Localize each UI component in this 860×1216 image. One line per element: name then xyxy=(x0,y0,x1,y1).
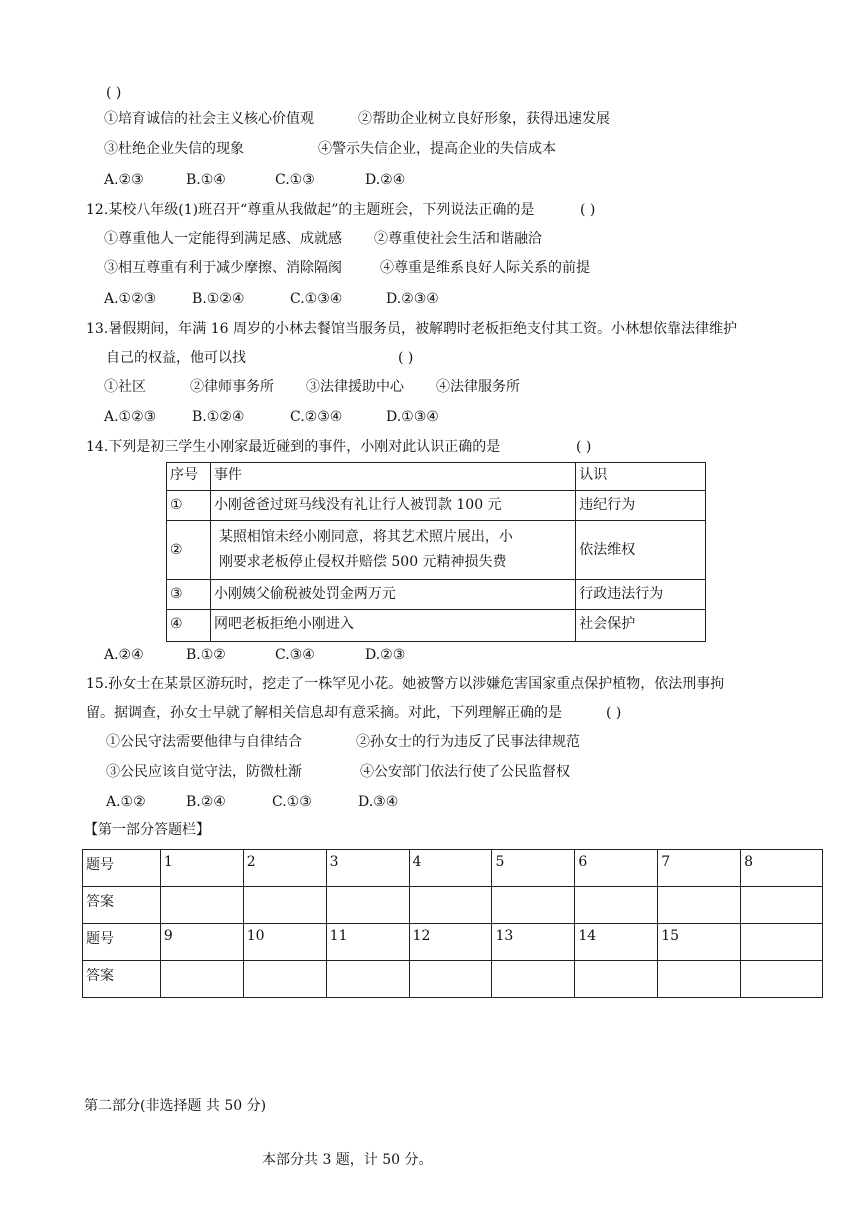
q15-choice-b: B.②④ xyxy=(186,794,226,810)
q12-stem: 12.某校八年级(1)班召开“尊重从我做起”的主题班会，下列说法正确的是 xyxy=(86,202,535,218)
row-event-line-1: 某照相馆未经小刚同意，将其艺术照片展出，小 xyxy=(218,529,513,545)
header-event: 事件 xyxy=(210,463,575,491)
question-number-cell: 5 xyxy=(492,850,575,887)
q12-option-4: ④尊重是维系良好人际关系的前提 xyxy=(380,260,590,276)
table-row xyxy=(167,610,706,642)
q13-option-1: ①社区 xyxy=(104,379,146,395)
row-label-answer: 答案 xyxy=(83,887,161,924)
answer-cell[interactable] xyxy=(492,961,575,998)
row-event-line-2: 刚要求老板停止侵权并赔偿 500 元精神损失费 xyxy=(218,554,507,570)
q15-stem-line-2: 留。据调查，孙女士早就了解相关信息却有意采摘。对此，下列理解正确的是 xyxy=(86,705,562,721)
q14-choice-d: D.②③ xyxy=(365,647,406,663)
row-view: 依法维权 xyxy=(576,521,706,580)
part2-title: 第二部分(非选择题 共 50 分) xyxy=(84,1098,267,1114)
row-view: 行政违法行为 xyxy=(576,580,706,610)
row-label-number: 题号 xyxy=(83,850,161,887)
answer-cell[interactable] xyxy=(160,961,243,998)
question-number-cell: 12 xyxy=(409,924,492,961)
q14-choice-b: B.①② xyxy=(186,647,226,663)
q13-choice-d: D.①③④ xyxy=(386,409,439,425)
answer-cell[interactable] xyxy=(741,887,823,924)
q12-choice-a: A.①②③ xyxy=(104,291,157,307)
q12-choice-c: C.①③④ xyxy=(290,291,343,307)
answer-section-title: 【第一部分答题栏】 xyxy=(84,822,210,838)
row-label-number: 题号 xyxy=(83,924,161,961)
question-number-cell: 15 xyxy=(658,924,741,961)
q14-choice-a: A.②④ xyxy=(104,647,144,663)
q11-choice-c: C.①③ xyxy=(275,172,315,188)
answer-cell[interactable] xyxy=(658,961,741,998)
table-row xyxy=(167,521,706,580)
question-number-cell: 14 xyxy=(575,924,658,961)
question-number-cell: 13 xyxy=(492,924,575,961)
answer-cell[interactable] xyxy=(741,961,823,998)
q15-choice-c: C.①③ xyxy=(272,794,312,810)
question-number-cell: 11 xyxy=(326,924,409,961)
part2-note: 本部分共 3 题，计 50 分。 xyxy=(262,1152,433,1168)
q13-paren: ( ) xyxy=(398,350,414,366)
q13-option-2: ②律师事务所 xyxy=(190,379,274,395)
q13-stem-line-1: 13.暑假期间，年满 16 周岁的小林去餐馆当服务员，被解聘时老板拒绝支付其工资。小林想依靠法律维护 xyxy=(86,321,737,337)
question-number-cell xyxy=(741,924,823,961)
q15-option-4: ④公安部门依法行使了公民监督权 xyxy=(360,764,570,780)
question-number-cell: 6 xyxy=(575,850,658,887)
table-row xyxy=(83,961,823,998)
header-view: 认识 xyxy=(576,463,706,491)
q15-choice-d: D.③④ xyxy=(358,794,399,810)
row-view: 社会保护 xyxy=(576,610,706,642)
q11-paren: ( ) xyxy=(106,85,122,101)
q11-option-2: ②帮助企业树立良好形象，获得迅速发展 xyxy=(358,111,610,127)
q14-stem: 14.下列是初三学生小刚家最近碰到的事件，小刚对此认识正确的是 xyxy=(86,439,501,455)
answer-cell[interactable] xyxy=(575,887,658,924)
answer-cell[interactable] xyxy=(160,887,243,924)
header-no: 序号 xyxy=(167,463,211,491)
answer-cell[interactable] xyxy=(658,887,741,924)
row-no: ④ xyxy=(167,610,211,642)
q11-choice-b: B.①④ xyxy=(186,172,226,188)
q13-choice-a: A.①②③ xyxy=(104,409,157,425)
q15-stem-line-1: 15.孙女士在某景区游玩时，挖走了一株罕见小花。她被警方以涉嫌危害国家重点保护植物，依法刑事拘 xyxy=(86,676,725,692)
q13-choice-c: C.②③④ xyxy=(290,409,343,425)
table-row xyxy=(83,850,823,887)
table-row xyxy=(167,580,706,610)
answer-cell[interactable] xyxy=(326,887,409,924)
answer-table xyxy=(82,849,823,998)
q13-choice-b: B.①②④ xyxy=(192,409,245,425)
question-number-cell: 3 xyxy=(326,850,409,887)
row-label-answer: 答案 xyxy=(83,961,161,998)
q14-paren: ( ) xyxy=(576,439,592,455)
q12-paren: ( ) xyxy=(580,202,596,218)
q11-choice-a: A.②③ xyxy=(104,172,144,188)
question-number-cell: 9 xyxy=(160,924,243,961)
q15-option-1: ①公民守法需要他律与自律结合 xyxy=(106,734,302,750)
question-number-cell: 7 xyxy=(658,850,741,887)
q11-choice-d: D.②④ xyxy=(365,172,406,188)
row-event: 网吧老板拒绝小刚进入 xyxy=(210,610,575,642)
row-no: ② xyxy=(167,521,211,580)
table-row xyxy=(83,924,823,961)
answer-cell[interactable] xyxy=(492,887,575,924)
answer-cell[interactable] xyxy=(243,961,326,998)
row-event xyxy=(210,521,575,580)
q14-choice-c: C.③④ xyxy=(275,647,315,663)
row-view: 违纪行为 xyxy=(576,491,706,521)
q13-stem-line-2: 自己的权益，他可以找 xyxy=(106,350,246,366)
answer-cell[interactable] xyxy=(243,887,326,924)
answer-cell[interactable] xyxy=(409,887,492,924)
q13-option-3: ③法律援助中心 xyxy=(306,379,404,395)
q12-option-1: ①尊重他人一定能得到满足感、成就感 xyxy=(104,231,342,247)
q15-choice-a: A.①② xyxy=(106,794,146,810)
question-number-cell: 2 xyxy=(243,850,326,887)
question-number-cell: 1 xyxy=(160,850,243,887)
row-event: 小刚姨父偷税被处罚金两万元 xyxy=(210,580,575,610)
q15-paren: ( ) xyxy=(606,705,622,721)
table-header-row xyxy=(167,463,706,491)
q15-option-2: ②孙女士的行为违反了民事法律规范 xyxy=(356,734,580,750)
q11-option-4: ④警示失信企业，提高企业的失信成本 xyxy=(318,141,556,157)
q12-choice-b: B.①②④ xyxy=(192,291,245,307)
row-no: ③ xyxy=(167,580,211,610)
q12-option-2: ②尊重使社会生活和谐融洽 xyxy=(374,231,542,247)
q12-choice-d: D.②③④ xyxy=(386,291,439,307)
q14-table xyxy=(166,462,706,642)
q12-option-3: ③相互尊重有利于减少摩擦、消除隔阂 xyxy=(104,260,342,276)
answer-cell[interactable] xyxy=(575,961,658,998)
question-number-cell: 10 xyxy=(243,924,326,961)
q11-option-3: ③杜绝企业失信的现象 xyxy=(104,141,244,157)
answer-cell[interactable] xyxy=(409,961,492,998)
question-number-cell: 8 xyxy=(741,850,823,887)
answer-cell[interactable] xyxy=(326,961,409,998)
table-row xyxy=(83,887,823,924)
table-row xyxy=(167,491,706,521)
q13-option-4: ④法律服务所 xyxy=(436,379,520,395)
q11-option-1: ①培育诚信的社会主义核心价值观 xyxy=(104,111,314,127)
question-number-cell: 4 xyxy=(409,850,492,887)
row-event: 小刚爸爸过斑马线没有礼让行人被罚款 100 元 xyxy=(210,491,575,521)
q15-option-3: ③公民应该自觉守法，防微杜渐 xyxy=(106,764,302,780)
row-no: ① xyxy=(167,491,211,521)
